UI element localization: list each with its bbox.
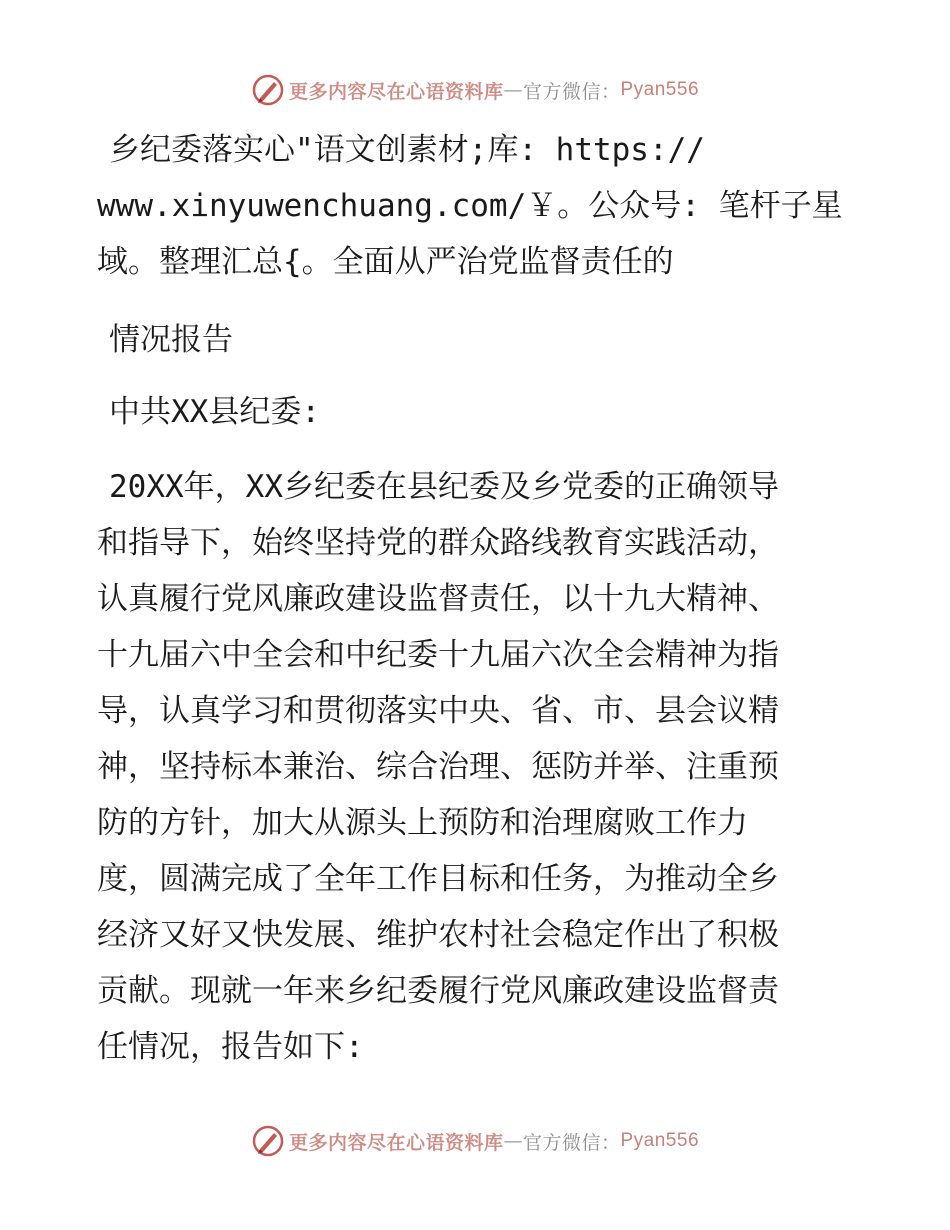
body-line: 任情况，报告如下: xyxy=(97,1029,364,1065)
banner-dash: — xyxy=(503,79,523,101)
body-line: 导，认真学习和贯彻落实中央、省、市、县会议精 xyxy=(97,693,779,729)
body-line: 认真履行党风廉政建设监督责任，以十九大精神、 xyxy=(97,581,779,617)
body-paragraph xyxy=(97,459,857,1075)
banner-wechat-id: Pyan556 xyxy=(620,79,700,100)
report-title-line: 情况报告 xyxy=(109,322,233,358)
banner-label: 官方微信： xyxy=(522,1131,621,1154)
intro-paragraph xyxy=(97,122,857,290)
intro-line: 乡纪委落实心"语文创素材;库: https:// xyxy=(109,132,705,168)
body-line: 和指导下，始终坚持党的群众路线教育实践活动， xyxy=(97,525,779,561)
body-line: 神，坚持标本兼治、综合治理、惩防并举、注重预 xyxy=(97,749,779,785)
body-line: 度，圆满完成了全年工作目标和任务，为推动全乡 xyxy=(97,861,779,897)
body-line: 十九届六中全会和中纪委十九届六次全会精神为指 xyxy=(97,637,779,673)
body-line: 20XX年，XX乡纪委在县纪委及乡党委的正确领导 xyxy=(109,469,779,505)
header-watermark-banner xyxy=(0,70,950,110)
intro-line: www.xinyuwenchuang.com/￥。公众号: 笔杆子星 xyxy=(97,188,843,224)
footer-watermark-banner xyxy=(0,1121,950,1161)
salutation xyxy=(97,384,857,440)
salutation-line: 中共XX县纪委: xyxy=(109,394,320,430)
banner-label: 官方微信： xyxy=(522,80,621,103)
body-line: 贡献。现就一年来乡纪委履行党风廉政建设监督责 xyxy=(97,973,779,1009)
report-title xyxy=(97,312,857,368)
pen-logo-icon xyxy=(251,1124,285,1158)
banner-dash: — xyxy=(503,1130,523,1152)
pen-logo-icon xyxy=(251,73,285,107)
body-line: 防的方针，加大从源头上预防和治理腐败工作力 xyxy=(97,805,748,841)
banner-title: 更多内容尽在心语资料库 xyxy=(288,1131,504,1154)
banner-wechat-id: Pyan556 xyxy=(620,1130,700,1151)
banner-title: 更多内容尽在心语资料库 xyxy=(288,80,504,103)
intro-line: 域。整理汇总{。全面从严治党监督责任的 xyxy=(97,244,674,280)
body-line: 经济又好又快发展、维护农村社会稳定作出了积极 xyxy=(97,917,779,953)
